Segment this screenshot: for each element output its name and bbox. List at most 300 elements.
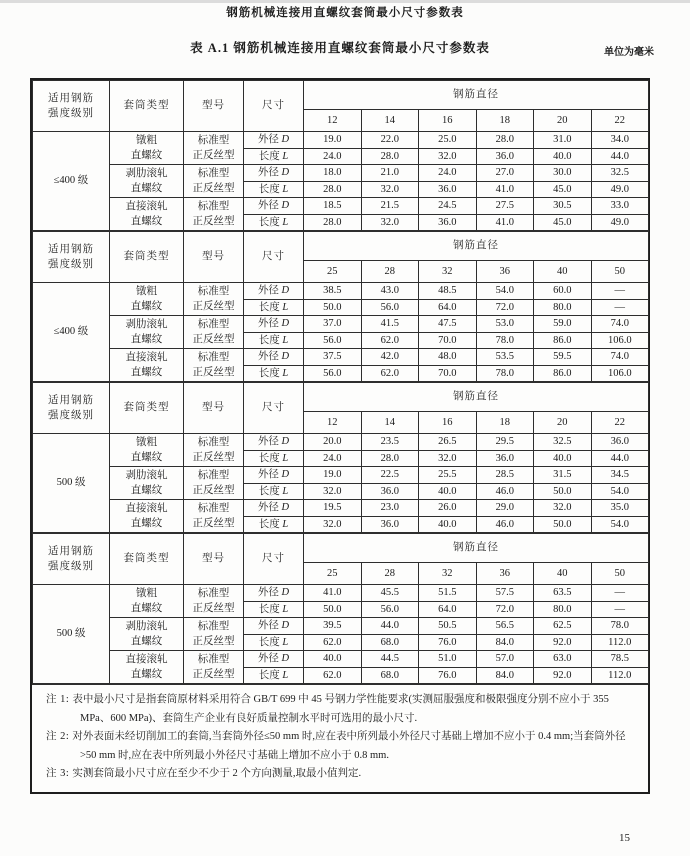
model-cell bbox=[184, 467, 244, 500]
dim-label-cell: 外径 D bbox=[244, 434, 304, 451]
dim-label-cell: 长度 L bbox=[244, 214, 304, 231]
cell-line: 强度级别 bbox=[48, 259, 94, 270]
value-cell: 36.0 bbox=[591, 434, 649, 451]
value-cell: 32.0 bbox=[361, 181, 419, 198]
dim-symbol: L bbox=[282, 636, 289, 648]
value-cell: 28.0 bbox=[361, 148, 419, 165]
value-cell: 72.0 bbox=[476, 299, 534, 316]
value-cell: 40.0 bbox=[534, 148, 592, 165]
model-cell bbox=[184, 165, 244, 198]
diameter-value-cell: 50 bbox=[591, 563, 649, 585]
cell-line: 正反丝型 bbox=[192, 183, 235, 194]
cell-line: 直接滚轧 bbox=[125, 653, 168, 665]
value-cell: 19.0 bbox=[304, 132, 362, 149]
value-cell: 48.5 bbox=[419, 283, 477, 300]
diameter-value-cell: 16 bbox=[419, 412, 477, 434]
value-cell: 74.0 bbox=[591, 316, 649, 333]
grade-cell: ≤400 级 bbox=[33, 132, 110, 231]
value-cell: 36.0 bbox=[476, 148, 534, 165]
cell-line: 直螺纹 bbox=[130, 603, 163, 614]
table-row bbox=[33, 316, 649, 333]
dim-label-cell: 长度 L bbox=[244, 516, 304, 533]
grade-cell: ≤400 级 bbox=[33, 283, 110, 382]
dim-symbol: D bbox=[281, 436, 290, 448]
dim-symbol: D bbox=[281, 620, 290, 632]
value-cell: 56.0 bbox=[361, 601, 419, 618]
cell-line: 适用钢筋 bbox=[48, 243, 94, 255]
value-cell: 19.0 bbox=[304, 467, 362, 484]
value-cell: 28.0 bbox=[304, 181, 362, 198]
value-cell: 22.0 bbox=[361, 132, 419, 149]
sleeve-type-cell bbox=[110, 651, 184, 684]
value-cell: 40.0 bbox=[534, 450, 592, 467]
dim-symbol: D bbox=[281, 502, 290, 514]
dim-symbol: D bbox=[281, 134, 290, 146]
note-3 bbox=[46, 765, 636, 784]
page-number: 15 bbox=[619, 832, 630, 844]
size-header-cell: 尺寸 bbox=[244, 232, 304, 283]
table-row bbox=[33, 165, 649, 182]
dim-label-cell: 外径 D bbox=[244, 132, 304, 149]
cell-line: 镦粗 bbox=[136, 587, 157, 599]
sleeve-type-header-cell: 套筒类型 bbox=[110, 383, 184, 434]
value-cell: 54.0 bbox=[476, 283, 534, 300]
value-cell: 26.0 bbox=[419, 500, 477, 517]
sleeve-type-cell bbox=[110, 132, 184, 165]
cell-line: 标准型 bbox=[197, 200, 230, 212]
dim-label-cell: 外径 D bbox=[244, 349, 304, 366]
cell-line: 标准型 bbox=[197, 653, 230, 665]
value-cell: 44.0 bbox=[591, 148, 649, 165]
note-label: 注 2: bbox=[46, 731, 73, 742]
dim-label-cell: 长度 L bbox=[244, 299, 304, 316]
value-cell: 36.0 bbox=[476, 450, 534, 467]
value-cell: 24.0 bbox=[304, 148, 362, 165]
cell-line: 正反丝型 bbox=[192, 452, 235, 463]
size-header-cell: 尺寸 bbox=[244, 383, 304, 434]
diameter-value-cell: 22 bbox=[591, 412, 649, 434]
value-cell: 24.5 bbox=[419, 198, 477, 215]
value-cell: 32.0 bbox=[304, 516, 362, 533]
table-row bbox=[33, 467, 649, 484]
value-cell: 41.0 bbox=[476, 181, 534, 198]
value-cell: 40.0 bbox=[419, 483, 477, 500]
value-cell: 53.5 bbox=[476, 349, 534, 366]
cell-line: 直接滚轧 bbox=[125, 502, 168, 514]
sleeve-type-header-cell: 套筒类型 bbox=[110, 232, 184, 283]
cell-line: 适用钢筋 bbox=[48, 394, 94, 406]
value-cell: 63.5 bbox=[534, 585, 592, 602]
cell-line: 标准型 bbox=[197, 285, 230, 297]
value-cell: 49.0 bbox=[591, 181, 649, 198]
dim-label-cell: 外径 D bbox=[244, 198, 304, 215]
value-cell: 56.0 bbox=[304, 332, 362, 349]
value-cell: 23.5 bbox=[361, 434, 419, 451]
value-cell: 37.0 bbox=[304, 316, 362, 333]
value-cell: 28.0 bbox=[361, 450, 419, 467]
notes bbox=[32, 684, 648, 792]
table-row bbox=[33, 434, 649, 451]
section-header-row bbox=[33, 534, 649, 563]
table-section-2 bbox=[32, 231, 649, 382]
unit-note: 单位为毫米 bbox=[604, 47, 654, 58]
sleeve-type-cell bbox=[110, 198, 184, 231]
model-cell bbox=[184, 618, 244, 651]
cell-line: 直螺纹 bbox=[130, 485, 163, 496]
value-cell: 54.0 bbox=[591, 483, 649, 500]
value-cell: 28.5 bbox=[476, 467, 534, 484]
value-cell: 34.5 bbox=[591, 467, 649, 484]
dim-symbol: L bbox=[282, 183, 289, 195]
cell-line: 直螺纹 bbox=[130, 367, 163, 378]
dim-label-cell: 长度 L bbox=[244, 634, 304, 651]
value-cell: 50.0 bbox=[304, 299, 362, 316]
value-cell: 92.0 bbox=[534, 634, 592, 651]
value-cell: 34.0 bbox=[591, 132, 649, 149]
dim-label-cell: 外径 D bbox=[244, 618, 304, 635]
cell-line: 镦粗 bbox=[136, 436, 157, 448]
value-cell: 20.0 bbox=[304, 434, 362, 451]
value-cell: 63.0 bbox=[534, 651, 592, 668]
sleeve-type-cell bbox=[110, 165, 184, 198]
dim-symbol: D bbox=[281, 351, 290, 363]
table-row bbox=[33, 132, 649, 149]
value-cell: 27.5 bbox=[476, 198, 534, 215]
diameter-group-header-cell: 钢筋直径 bbox=[304, 534, 649, 563]
value-cell: 62.0 bbox=[361, 332, 419, 349]
dim-label-cell: 长度 L bbox=[244, 450, 304, 467]
diameter-value-cell: 12 bbox=[304, 412, 362, 434]
diameter-group-header-cell: 钢筋直径 bbox=[304, 232, 649, 261]
value-cell: 44.0 bbox=[591, 450, 649, 467]
cell-line: 标准型 bbox=[197, 351, 230, 363]
diameter-value-cell: 14 bbox=[361, 110, 419, 132]
value-cell: 78.0 bbox=[476, 332, 534, 349]
dim-symbol: D bbox=[281, 653, 290, 665]
value-cell: 50.0 bbox=[534, 483, 592, 500]
value-cell: 32.0 bbox=[419, 148, 477, 165]
sleeve-type-cell bbox=[110, 316, 184, 349]
cell-line: 直螺纹 bbox=[130, 518, 163, 529]
value-cell: 86.0 bbox=[534, 332, 592, 349]
value-cell: 78.5 bbox=[591, 651, 649, 668]
cell-line: 正反丝型 bbox=[192, 334, 235, 345]
note-1 bbox=[46, 691, 636, 728]
value-cell: 33.0 bbox=[591, 198, 649, 215]
value-cell: 86.0 bbox=[534, 365, 592, 382]
value-cell: 31.0 bbox=[534, 132, 592, 149]
value-cell: 76.0 bbox=[419, 667, 477, 684]
value-cell: 51.0 bbox=[419, 651, 477, 668]
value-cell: — bbox=[591, 299, 649, 316]
value-cell: 62.0 bbox=[361, 365, 419, 382]
value-cell: 70.0 bbox=[419, 332, 477, 349]
note-2 bbox=[46, 728, 636, 765]
cell-line: 标准型 bbox=[197, 134, 230, 146]
sleeve-type-cell bbox=[110, 618, 184, 651]
cell-line: 正反丝型 bbox=[192, 669, 235, 680]
value-cell: 70.0 bbox=[419, 365, 477, 382]
cell-line: 直螺纹 bbox=[130, 636, 163, 647]
value-cell: 68.0 bbox=[361, 667, 419, 684]
diameter-value-cell: 18 bbox=[476, 412, 534, 434]
table-row bbox=[33, 500, 649, 517]
value-cell: 112.0 bbox=[591, 667, 649, 684]
dim-label-cell: 外径 D bbox=[244, 467, 304, 484]
dim-symbol: D bbox=[281, 285, 290, 297]
cell-line: 直接滚轧 bbox=[125, 200, 168, 212]
value-cell: 48.0 bbox=[419, 349, 477, 366]
value-cell: 62.0 bbox=[304, 634, 362, 651]
dim-symbol: L bbox=[282, 367, 289, 379]
value-cell: 32.5 bbox=[591, 165, 649, 182]
value-cell: 72.0 bbox=[476, 601, 534, 618]
value-cell: 53.0 bbox=[476, 316, 534, 333]
grade-header-cell bbox=[33, 81, 110, 132]
value-cell: 44.5 bbox=[361, 651, 419, 668]
value-cell: 40.0 bbox=[304, 651, 362, 668]
model-cell bbox=[184, 316, 244, 349]
cell-line: 直接滚轧 bbox=[125, 351, 168, 363]
value-cell: 44.0 bbox=[361, 618, 419, 635]
table-section-4 bbox=[32, 533, 649, 684]
sleeve-type-header-cell: 套筒类型 bbox=[110, 534, 184, 585]
value-cell: 26.5 bbox=[419, 434, 477, 451]
cell-line: 直螺纹 bbox=[130, 669, 163, 680]
diameter-value-cell: 40 bbox=[534, 563, 592, 585]
value-cell: 19.5 bbox=[304, 500, 362, 517]
value-cell: 36.0 bbox=[419, 181, 477, 198]
dim-label-cell: 长度 L bbox=[244, 181, 304, 198]
cell-line: 直螺纹 bbox=[130, 183, 163, 194]
diameter-value-cell: 36 bbox=[476, 563, 534, 585]
diameter-value-cell: 22 bbox=[591, 110, 649, 132]
note-label: 注 1: bbox=[46, 694, 73, 705]
value-cell: 46.0 bbox=[476, 483, 534, 500]
cell-line: 直螺纹 bbox=[130, 334, 163, 345]
diameter-group-header-cell: 钢筋直径 bbox=[304, 81, 649, 110]
diameter-value-cell: 25 bbox=[304, 563, 362, 585]
cell-line: 标准型 bbox=[197, 436, 230, 448]
value-cell: 74.0 bbox=[591, 349, 649, 366]
grade-header-cell bbox=[33, 232, 110, 283]
value-cell: 36.0 bbox=[419, 214, 477, 231]
value-cell: 28.0 bbox=[476, 132, 534, 149]
cell-line: 正反丝型 bbox=[192, 518, 235, 529]
grade-header-cell bbox=[33, 534, 110, 585]
cell-line: 标准型 bbox=[197, 620, 230, 632]
value-cell: 32.0 bbox=[304, 483, 362, 500]
diameter-value-cell: 32 bbox=[419, 261, 477, 283]
cell-line: 正反丝型 bbox=[192, 150, 235, 161]
sleeve-type-cell bbox=[110, 349, 184, 382]
value-cell: 18.5 bbox=[304, 198, 362, 215]
cell-line: 正反丝型 bbox=[192, 603, 235, 614]
diameter-value-cell: 20 bbox=[534, 412, 592, 434]
note-label: 注 3: bbox=[46, 768, 73, 779]
table-row bbox=[33, 585, 649, 602]
value-cell: 62.0 bbox=[304, 667, 362, 684]
cell-line: 正反丝型 bbox=[192, 636, 235, 647]
dim-symbol: L bbox=[282, 334, 289, 346]
value-cell: 45.0 bbox=[534, 214, 592, 231]
value-cell: 51.5 bbox=[419, 585, 477, 602]
diameter-group-header-cell: 钢筋直径 bbox=[304, 383, 649, 412]
value-cell: 45.0 bbox=[534, 181, 592, 198]
grade-header-cell bbox=[33, 383, 110, 434]
sleeve-type-cell bbox=[110, 585, 184, 618]
value-cell: 112.0 bbox=[591, 634, 649, 651]
model-cell bbox=[184, 349, 244, 382]
value-cell: 62.5 bbox=[534, 618, 592, 635]
cell-line: 镦粗 bbox=[136, 285, 157, 297]
cell-line: 强度级别 bbox=[48, 108, 94, 119]
diameter-value-cell: 12 bbox=[304, 110, 362, 132]
dim-symbol: D bbox=[281, 200, 290, 212]
cell-line: 适用钢筋 bbox=[48, 545, 94, 557]
dim-symbol: L bbox=[282, 452, 289, 464]
value-cell: 21.5 bbox=[361, 198, 419, 215]
dim-label-cell: 长度 L bbox=[244, 667, 304, 684]
diameter-value-cell: 50 bbox=[591, 261, 649, 283]
sleeve-type-cell bbox=[110, 283, 184, 316]
value-cell: 46.0 bbox=[476, 516, 534, 533]
value-cell: 60.0 bbox=[534, 283, 592, 300]
dim-label-cell: 外径 D bbox=[244, 165, 304, 182]
cell-line: 剥肋滚轧 bbox=[125, 620, 168, 632]
value-cell: 78.0 bbox=[591, 618, 649, 635]
value-cell: 106.0 bbox=[591, 365, 649, 382]
value-cell: 21.0 bbox=[361, 165, 419, 182]
value-cell: 57.5 bbox=[476, 585, 534, 602]
value-cell: 23.0 bbox=[361, 500, 419, 517]
table-row bbox=[33, 198, 649, 215]
sleeve-type-header-cell: 套筒类型 bbox=[110, 81, 184, 132]
size-header-cell: 尺寸 bbox=[244, 534, 304, 585]
running-head-title: 钢筋机械连接用直螺纹套筒最小尺寸参数表 bbox=[226, 7, 464, 19]
value-cell: — bbox=[591, 283, 649, 300]
value-cell: 41.0 bbox=[304, 585, 362, 602]
model-cell bbox=[184, 651, 244, 684]
dim-label-cell: 外径 D bbox=[244, 651, 304, 668]
scan-edge-artifact bbox=[0, 0, 690, 3]
value-cell: 50.5 bbox=[419, 618, 477, 635]
value-cell: 106.0 bbox=[591, 332, 649, 349]
value-cell: 80.0 bbox=[534, 601, 592, 618]
cell-line: 剥肋滚轧 bbox=[125, 167, 168, 179]
model-header-cell: 型号 bbox=[184, 81, 244, 132]
value-cell: 56.5 bbox=[476, 618, 534, 635]
dim-symbol: L bbox=[282, 518, 289, 530]
grade-cell: 500 级 bbox=[33, 585, 110, 684]
model-cell bbox=[184, 283, 244, 316]
value-cell: 27.0 bbox=[476, 165, 534, 182]
dim-label-cell: 外径 D bbox=[244, 585, 304, 602]
cell-line: 正反丝型 bbox=[192, 485, 235, 496]
value-cell: — bbox=[591, 601, 649, 618]
value-cell: 32.5 bbox=[534, 434, 592, 451]
value-cell: 43.0 bbox=[361, 283, 419, 300]
value-cell: 29.0 bbox=[476, 500, 534, 517]
value-cell: 47.5 bbox=[419, 316, 477, 333]
cell-line: 强度级别 bbox=[48, 561, 94, 572]
value-cell: 36.0 bbox=[361, 483, 419, 500]
value-cell: 37.5 bbox=[304, 349, 362, 366]
dim-symbol: D bbox=[281, 587, 290, 599]
note-text: 对外表面未经切削加工的套筒,当套筒外径≤50 mm 时,应在表中所列最小外径尺寸基础上增加不应小于 0.4 mm;当套筒外径>50 mm 时,应在表中所列最小外径尺寸基础上增加不应小于 0.8 mm. bbox=[72, 731, 626, 761]
model-cell bbox=[184, 434, 244, 467]
value-cell: 41.0 bbox=[476, 214, 534, 231]
diameter-value-cell: 32 bbox=[419, 563, 477, 585]
value-cell: 57.0 bbox=[476, 651, 534, 668]
model-cell bbox=[184, 585, 244, 618]
cell-line: 正反丝型 bbox=[192, 367, 235, 378]
section-header-row bbox=[33, 232, 649, 261]
value-cell: 78.0 bbox=[476, 365, 534, 382]
table-row bbox=[33, 651, 649, 668]
cell-line: 标准型 bbox=[197, 587, 230, 599]
value-cell: 56.0 bbox=[304, 365, 362, 382]
cell-line: 直螺纹 bbox=[130, 452, 163, 463]
cell-line: 直螺纹 bbox=[130, 216, 163, 227]
dim-symbol: L bbox=[282, 216, 289, 228]
dim-symbol: L bbox=[282, 150, 289, 162]
dim-label-cell: 外径 D bbox=[244, 316, 304, 333]
model-header-cell: 型号 bbox=[184, 383, 244, 434]
value-cell: 59.5 bbox=[534, 349, 592, 366]
cell-line: 强度级别 bbox=[48, 410, 94, 421]
value-cell: 35.0 bbox=[591, 500, 649, 517]
value-cell: 64.0 bbox=[419, 601, 477, 618]
model-cell bbox=[184, 198, 244, 231]
value-cell: 32.0 bbox=[419, 450, 477, 467]
value-cell: 25.0 bbox=[419, 132, 477, 149]
dim-symbol: L bbox=[282, 669, 289, 681]
dim-symbol: L bbox=[282, 603, 289, 615]
diameter-value-cell: 25 bbox=[304, 261, 362, 283]
value-cell: 40.0 bbox=[419, 516, 477, 533]
model-header-cell: 型号 bbox=[184, 232, 244, 283]
cell-line: 标准型 bbox=[197, 167, 230, 179]
model-header-cell: 型号 bbox=[184, 534, 244, 585]
value-cell: 59.0 bbox=[534, 316, 592, 333]
cell-line: 剥肋滚轧 bbox=[125, 318, 168, 330]
value-cell: 28.0 bbox=[304, 214, 362, 231]
value-cell: 84.0 bbox=[476, 667, 534, 684]
table-sections bbox=[32, 80, 648, 684]
cell-line: 标准型 bbox=[197, 469, 230, 481]
value-cell: 76.0 bbox=[419, 634, 477, 651]
value-cell: 56.0 bbox=[361, 299, 419, 316]
dim-symbol: D bbox=[281, 318, 290, 330]
cell-line: 正反丝型 bbox=[192, 301, 235, 312]
dim-symbol: D bbox=[281, 469, 290, 481]
dim-symbol: L bbox=[282, 301, 289, 313]
cell-line: 直螺纹 bbox=[130, 150, 163, 161]
cell-line: 标准型 bbox=[197, 502, 230, 514]
dim-label-cell: 长度 L bbox=[244, 483, 304, 500]
diameter-value-cell: 14 bbox=[361, 412, 419, 434]
dim-label-cell: 外径 D bbox=[244, 500, 304, 517]
value-cell: 24.0 bbox=[419, 165, 477, 182]
value-cell: 32.0 bbox=[361, 214, 419, 231]
diameter-value-cell: 28 bbox=[361, 261, 419, 283]
value-cell: 54.0 bbox=[591, 516, 649, 533]
value-cell: 64.0 bbox=[419, 299, 477, 316]
value-cell: 25.5 bbox=[419, 467, 477, 484]
table-row bbox=[33, 349, 649, 366]
table-section-1 bbox=[32, 80, 649, 231]
